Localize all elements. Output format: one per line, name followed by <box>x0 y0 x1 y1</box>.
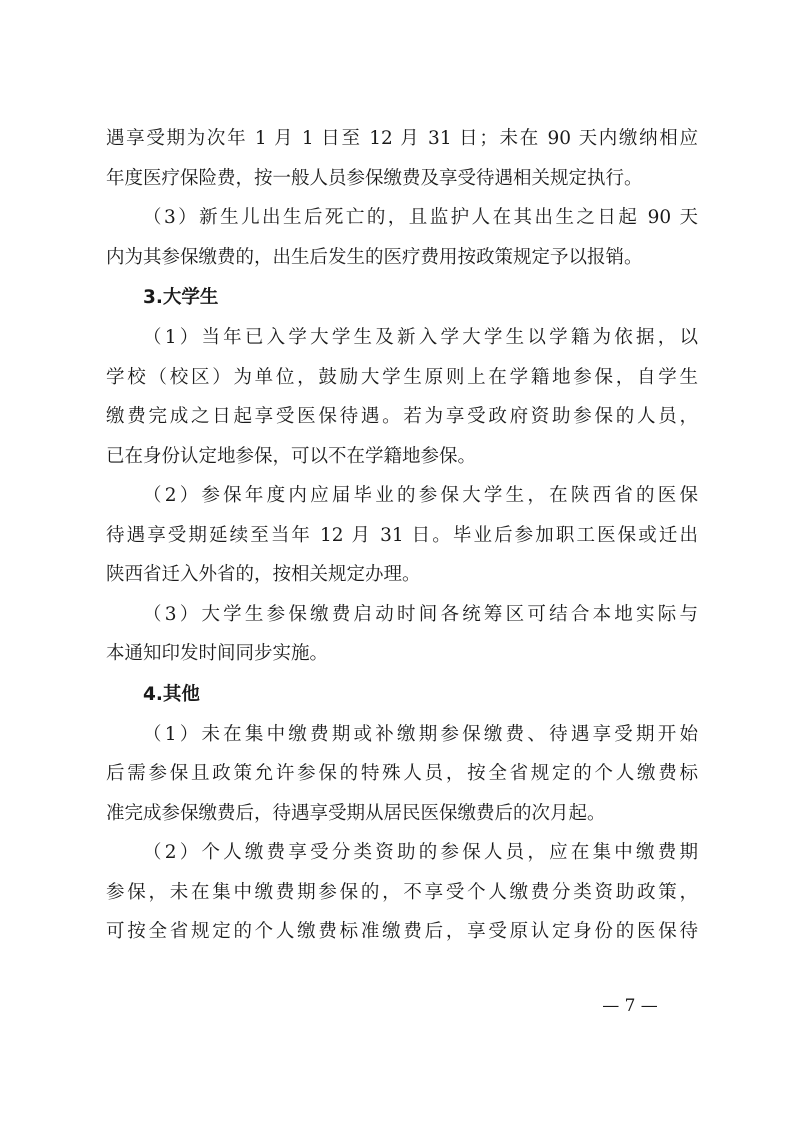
section-heading-3: 3.大学生 <box>143 287 219 308</box>
paragraph-line: 后需参保且政策允许参保的特殊人员，按全省规定的个人缴费标 <box>106 763 698 784</box>
paragraph-line: （1）当年已入学大学生及新入学大学生以学籍为依据，以 <box>143 327 698 348</box>
paragraph-line: 遇享受期为次年 1 月 1 日至 12 月 31 日；未在 90 天内缴纳相应 <box>106 128 698 149</box>
paragraph-line: 参保，未在集中缴费期参保的，不享受个人缴费分类资助政策， <box>106 881 698 903</box>
paragraph-line: （1）未在集中缴费期或补缴期参保缴费、待遇享受期开始 <box>143 723 698 745</box>
paragraph-line: （2）参保年度内应届毕业的参保大学生，在陕西省的医保 <box>143 485 698 506</box>
paragraph-line: 缴费完成之日起享受医保待遇。若为享受政府资助参保的人员， <box>106 406 698 427</box>
paragraph-line: （2）个人缴费享受分类资助的参保人员，应在集中缴费期 <box>143 842 698 863</box>
paragraph-line: 准完成参保缴费后，待遇享受期从居民医保缴费后的次月起。 <box>106 802 606 824</box>
page-number: — 7 — <box>602 996 658 1016</box>
paragraph-line: 可按全省规定的个人缴费标准缴费后，享受原认定身份的医保待 <box>106 921 698 942</box>
paragraph-line: 待遇享受期延续至当年 12 月 31 日。毕业后参加职工医保或迁出 <box>106 524 698 546</box>
paragraph-line: 内为其参保缴费的，出生后发生的医疗费用按政策规定予以报销。 <box>106 246 643 268</box>
paragraph-line: （3）大学生参保缴费启动时间各统筹区可结合本地实际与 <box>143 603 698 625</box>
paragraph-line: 陕西省迁入外省的，按相关规定办理。 <box>106 564 421 585</box>
paragraph-line: 已在身份认定地参保，可以不在学籍地参保。 <box>106 445 477 467</box>
document-body <box>106 119 698 952</box>
paragraph-line: （3）新生儿出生后死亡的，且监护人在其出生之日起 90 天 <box>143 207 698 228</box>
section-heading-4: 4.其他 <box>143 683 200 705</box>
paragraph-line: 年度医疗保险费，按一般人员参保缴费及享受待遇相关规定执行。 <box>106 167 643 189</box>
paragraph-line: 本通知印发时间同步实施。 <box>106 643 329 664</box>
paragraph-line: 学校（校区）为单位，鼓励大学生原则上在学籍地参保，自学生 <box>106 366 698 388</box>
